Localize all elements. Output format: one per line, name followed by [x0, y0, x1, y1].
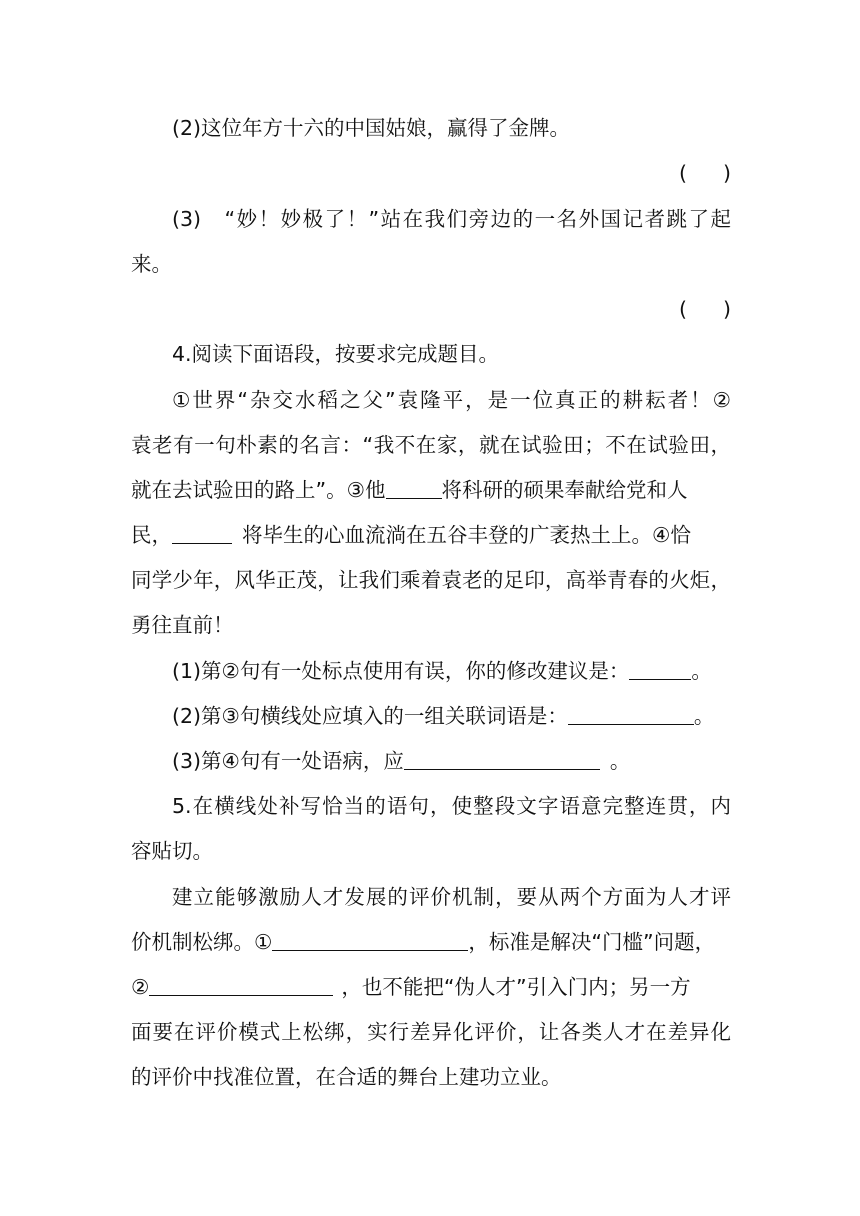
paren-open: ( [679, 161, 687, 185]
answer-blank[interactable] [404, 749, 600, 770]
q3-item2-answer-parens [131, 158, 731, 188]
q3-item2: (2)这位年方十六的中国姑娘，赢得了金牌。 [172, 116, 571, 140]
fill-blank[interactable] [386, 478, 442, 499]
answer-blank[interactable] [629, 659, 691, 680]
q5-paragraph-line3 [131, 972, 731, 1002]
sub-question-text: (1)第②句有一处标点使用有误，你的修改建议是： [172, 659, 630, 683]
fill-blank[interactable] [272, 930, 468, 951]
q4-sub2 [172, 701, 731, 731]
period: 。 [693, 704, 715, 728]
paren-close: ) [723, 297, 731, 321]
q4-passage-line4 [131, 520, 731, 550]
q5-paragraph-line2 [131, 927, 731, 957]
q5-title-line1: 5.在横线处补写恰当的语句，使整段文字语意完整连贯，内 [172, 794, 731, 818]
paragraph-text: ，也不能把“伪人才”引入门内；另一方 [341, 975, 691, 999]
q4-passage-line2: 袁老有一句朴素的名言：“我不在家，就在试验田；不在试验田， [131, 433, 731, 457]
fill-blank[interactable] [172, 523, 232, 544]
sub-question-text: (3)第④句有一处语病，应 [172, 749, 404, 773]
paren-open: ( [679, 297, 687, 321]
q4-passage-line6: 勇往直前！ [131, 613, 234, 637]
passage-text: 民， [131, 523, 172, 547]
answer-blank[interactable] [568, 704, 694, 725]
paragraph-text: ② [131, 975, 150, 999]
q3-item3-line1: (3) “妙！妙极了！”站在我们旁边的一名外国记者跳了起 [172, 207, 731, 231]
q4-passage-line5: 同学少年，风华正茂，让我们乘着袁老的足印，高举青春的火炬， [131, 568, 731, 592]
paragraph-text: ，标准是解决“门槛”问题， [468, 930, 716, 954]
sub-question-text: (2)第③句横线处应填入的一组关联词语是： [172, 704, 568, 728]
period: 。 [609, 749, 631, 773]
passage-text: 将毕生的心血流淌在五谷丰登的广袤热土上。④恰 [242, 523, 691, 547]
passage-text: 将科研的硕果奉献给党和人 [441, 478, 688, 502]
q5-paragraph-line5: 的评价中找准位置，在合适的舞台上建功立业。 [131, 1065, 562, 1089]
q4-passage-line3 [131, 475, 731, 505]
q3-item3-answer-parens [131, 294, 731, 324]
q4-sub1 [172, 656, 731, 686]
q5-title-line2: 容贴切。 [131, 839, 213, 863]
q4-passage-line1: ①世界“杂交水稻之父”袁隆平，是一位真正的耕耘者！② [172, 388, 731, 412]
q5-paragraph-line4: 面要在评价模式上松绑，实行差异化评价，让各类人才在差异化 [131, 1020, 731, 1044]
q3-item3-line2: 来。 [131, 252, 172, 276]
paren-close: ) [723, 161, 731, 185]
q4-sub3 [172, 746, 731, 776]
q5-paragraph-line1: 建立能够激励人才发展的评价机制，要从两个方面为人才评 [172, 885, 731, 909]
period: 。 [691, 659, 712, 683]
q4-title: 4.阅读下面语段，按要求完成题目。 [172, 342, 500, 366]
fill-blank[interactable] [149, 975, 333, 996]
paragraph-text: 价机制松绑。① [131, 930, 273, 954]
passage-text: 就在去试验田的路上”。③他 [131, 478, 386, 502]
